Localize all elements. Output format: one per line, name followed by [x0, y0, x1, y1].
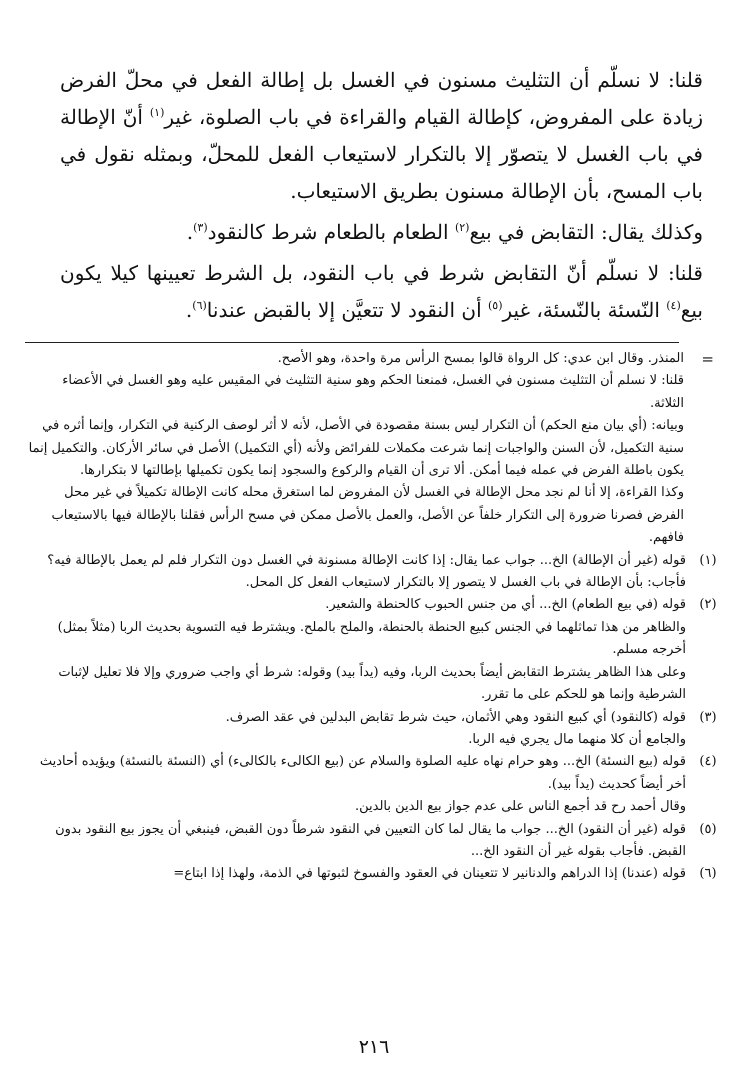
main-text-run: وكذلك يقال: التقابض في بيع — [469, 220, 703, 244]
footnote-body — [28, 707, 686, 752]
footnote-ref-5[interactable]: (٥) — [487, 299, 503, 312]
main-paragraph-3 — [60, 255, 703, 329]
footnote-number: (٦) — [699, 866, 717, 882]
main-paragraph-2 — [60, 214, 703, 251]
footnote-line: والجامع أن كلا منهما مال يجري فيه الربا. — [468, 731, 686, 747]
main-text-run: النّسئة بالنّسئة، غير — [502, 298, 667, 322]
footnote-line: قوله (كالنقود) أي كبيع النقود وهي الأثمان، حيث شرط تقابض البدلين في عقد الصرف. — [225, 709, 686, 725]
footnote-separator — [25, 342, 679, 343]
footnote-line: قوله (غير أن النقود) الخ... جواب ما يقال لما كان التعيين في النقود شرطاً دون القبض، فينبغي أن يجوز بيع النقود بدون القبض. فأجاب بقوله غير أن النقود الخ... — [55, 821, 686, 859]
footnote-intro-line: المنذر. وقال ابن عدي: كل الرواة قالوا بمسح الرأس مرة واحدة، وهو الأصح. — [277, 351, 684, 366]
page-number: ٢١٦ — [358, 1036, 390, 1058]
footnote-body — [28, 751, 686, 818]
main-text-run: أن النقود لا تتعيَّن إلا بالقبض عندنا — [206, 298, 488, 322]
footnote-ref-1[interactable]: (١) — [149, 106, 165, 119]
footnote-body — [28, 863, 686, 885]
footnote-number: (٣) — [699, 709, 717, 725]
footnote-5 — [28, 819, 717, 864]
footnote-line: قوله (عندنا) إذا الدراهم والدنانير لا تتعينان في العقود والفسوخ لثبوتها في الذمة، ولهذا إذا ابتاع= — [173, 866, 686, 882]
footnote-ref-6[interactable]: (٦) — [192, 299, 207, 312]
footnote-1 — [28, 550, 717, 595]
footnote-line: وقال أحمد رح قد أجمع الناس على عدم جواز بيع الدين بالدين. — [354, 799, 686, 815]
footnote-ref-2[interactable]: (٢) — [454, 221, 470, 234]
footnote-number: (٢) — [699, 597, 717, 613]
footnote-line: وعلى هذا الظاهر يشترط التقابض أيضاً بحديث الربا، وفيه (يداً بيد) وقوله: شرط أي واجب ضروري وإلا فلا تعليل لإثبات الشرطية وإنما هو للحكم على ما تقرر. — [58, 664, 686, 703]
main-text-run: قلنا: لا نسلّم أنّ التقابض شرط في باب النقود، بل الشرط تعيينها كيلا يكون بيع — [60, 261, 703, 322]
footnote-intro-line: قلنا: لا نسلم أن التثليث مسنون في الغسل، فمنعنا الحكم وهو سنية التثليث في المقيس عليه وهو الغسل في الأعضاء الثلاثة. — [62, 373, 684, 411]
footnote-number: (٤) — [699, 754, 717, 770]
footnote-ref-4[interactable]: (٤) — [666, 299, 681, 312]
footnote-line: قوله (غير أن الإطالة) الخ... جواب عما يقال: إذا كانت الإطالة مسنونة في الغسل دون التكرار فلم لم يعمل بالإطالة فيه؟ — [47, 552, 686, 568]
footnote-body — [28, 550, 686, 595]
footnote-ref-3[interactable]: (٣) — [193, 221, 208, 234]
footnotes-section — [28, 348, 717, 886]
footnote-number: (٥) — [699, 821, 717, 837]
main-text — [60, 62, 703, 329]
footnote-number: (١) — [699, 552, 717, 568]
footnote-3 — [28, 707, 717, 752]
main-text-run: . — [185, 298, 193, 322]
footnote-line: فأجاب: بأن الإطالة في باب الغسل لا يتصور إلا بالتكرار لاستيعاب الفعل كل المحل. — [245, 575, 686, 591]
main-paragraph-1 — [60, 62, 703, 210]
main-text-run: الطعام بالطعام شرط كالنقود — [207, 220, 455, 244]
footnote-6 — [28, 863, 717, 885]
main-text-run: قلنا: لا نسلّم أن التثليث مسنون في الغسل بل إطالة الفعل في محلّ الفرض زيادة على المفروض، كإطالة القيام والقراءة في باب الصلوة، غير — [60, 68, 703, 129]
footnote-2 — [28, 594, 717, 706]
footnote-body — [28, 594, 686, 706]
footnote-body — [28, 819, 686, 864]
footnote-line: والظاهر من هذا تماثلهما في الجنس كبيع الحنطة بالحنطة، والملح بالملح. ويشترط فيه التسوية بحديث الربا (مثلاً بمثل) أخرجه مسلم. — [57, 619, 686, 658]
continuation-mark: = — [701, 350, 714, 368]
main-text-run: أنّ الإطالة في باب الغسل لا يتصوّر إلا بالتكرار لاستيعاب الفعل للمحلّ، وبمثله نقول في باب المسح، بأن الإطالة مسنون بطريق الاستيعاب. — [60, 105, 703, 203]
footnote-intro-line: وكذا القراءة، إلا أنا لم نجد محل الإطالة في الغسل لأن المفروض لما استغرق محله كانت الإطالة تكميلاً في غير محل الفرض فصرنا ضرورة إلى التكرار خلفاً عن الأصل، والعمل بالأصل ممكن في مسح الرأس فقلنا بالإطالة فيها بالاستيعاب فافهم. — [51, 485, 684, 546]
footnote-line: قوله (بيع النسئة) الخ... وهو حرام نهاه عليه الصلوة والسلام عن (بيع الكالىء بالكالىء) أي (النسئة بالنسئة) ويؤيده أحاديث أخر أيضاً كحديث (يداً بيد). — [39, 754, 686, 792]
footnote-4 — [28, 751, 717, 818]
footnote-intro-line: وبيانه: (أي بيان منع الحكم) أن التكرار ليس بسنة مقصودة في الأصل، لأنه لا أثر لوصف الركنية في التكرار، وإنما أثره في سنية التكميل، لأن السنن والواجبات إنما شرعت مكملات للفرائض ولأنه (أي التكميل) الأصل في سائر الأركان. والتكميل إنما يكون باطلة الفرض في عمله فيما أمكن. ألا ترى أن القيام والركوع والسجود إنما يكون تكميلها بإطالتها لا بتكرارها. — [28, 418, 684, 479]
main-text-run: . — [186, 220, 194, 244]
footnote-line: قوله (في بيع الطعام) الخ... أي من جنس الحبوب كالحنطة والشعير. — [325, 597, 686, 613]
